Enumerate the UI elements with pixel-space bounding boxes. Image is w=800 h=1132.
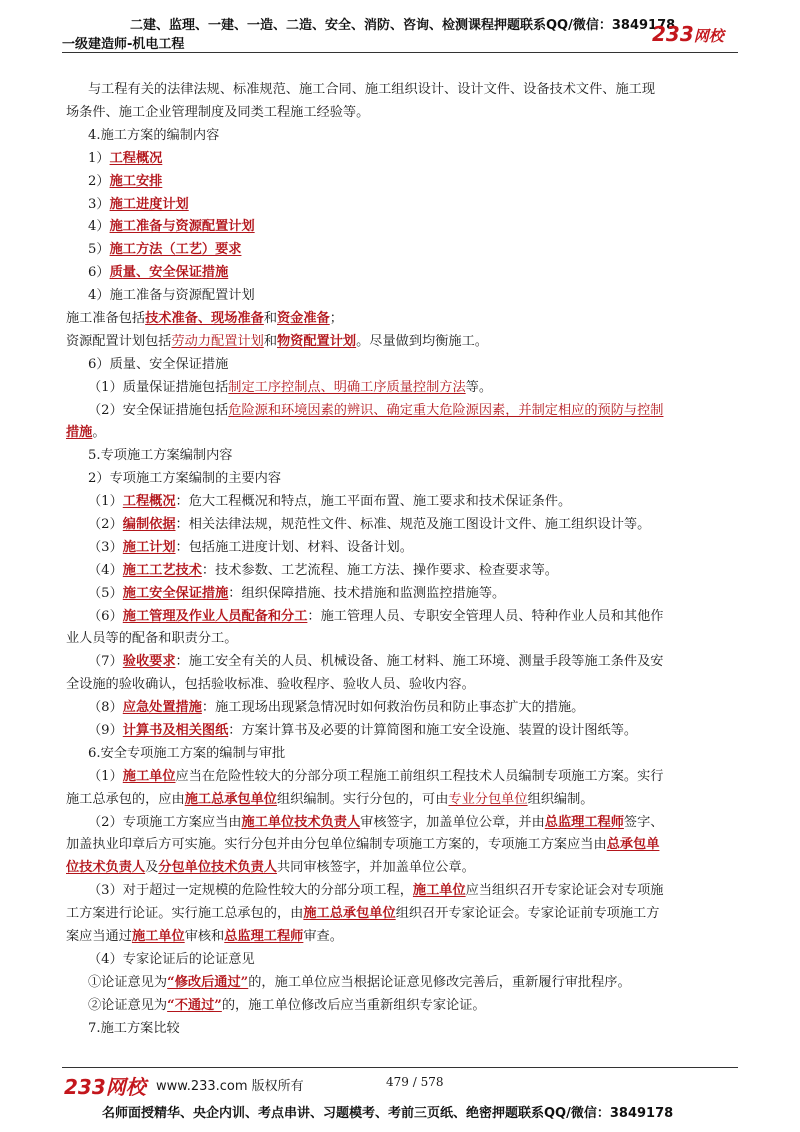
brand-logo-top: 233网校 (652, 22, 724, 46)
paragraph-line: 位技术负责人及分包单位技术负责人共同审核签字，并加盖单位公章。 (66, 860, 475, 875)
paragraph-line: （2）安全保证措施包括危险源和环境因素的辨识、确定重大危险源因素，并制定相应的预防与控制 (88, 403, 664, 418)
paragraph-line: 业人员等的配备和职责分工。 (66, 631, 238, 646)
header-promo-text: 二建、监理、一建、一造、二造、安全、消防、咨询、检测课程押题联系QQ/微信：3849178 (130, 18, 676, 33)
subsection-heading: （4）专家论证后的论证意见 (88, 952, 255, 967)
paragraph-line: （1）施工单位应当在危险性较大的分部分项工程施工前组织工程技术人员编制专项施工方案。实行 (88, 769, 664, 784)
subsection-heading: 6）质量、安全保证措施 (88, 357, 229, 372)
paragraph-line: 施工总承包的，应由施工总承包单位组织编制。实行分包的，可由专业分包单位组织编制。 (66, 792, 594, 807)
paragraph-line: 加盖执业印章后方可实施。实行分包并由分包单位编制专项施工方案的，专项施工方案应当由总承包单 (66, 837, 660, 852)
list-item: （3）施工计划：包括施工进度计划、材料、设备计划。 (88, 540, 413, 555)
list-item: 3）施工进度计划 (88, 197, 189, 212)
paragraph-line: ①论证意见为“修改后通过”的，施工单位应当根据论证意见修改完善后，重新履行审批程序。 (88, 975, 631, 990)
list-item: （2）编制依据：相关法律法规，规范性文件、标准、规范及施工图设计文件、施工组织设计等。 (88, 517, 651, 532)
section-heading: 6.安全专项施工方案的编制与审批 (88, 746, 286, 761)
paragraph-line: 施工准备包括技术准备、现场准备和资金准备； (66, 311, 343, 326)
paragraph-line: 场条件、施工企业管理制度及同类工程施工经验等。 (66, 105, 370, 120)
subsection-heading: 4）施工准备与资源配置计划 (88, 288, 255, 303)
list-item: （4）施工工艺技术：技术参数、工艺流程、施工方法、操作要求、检查要求等。 (88, 563, 558, 578)
paragraph-line: （2）专项施工方案应当由施工单位技术负责人审核签字，加盖单位公章，并由总监理工程师签字、 (88, 815, 664, 830)
paragraph-line: 全设施的验收确认，包括验收标准、验收程序、验收人员、验收内容。 (66, 677, 475, 692)
list-item: （5）施工安全保证措施：组织保障措施、技术措施和监测监控措施等。 (88, 586, 506, 601)
brand-logo-bottom: 233网校 (64, 1075, 146, 1099)
paragraph-line: 工方案进行论证。实行施工总承包的，由施工总承包单位组织召开专家论证会。专家论证前专项施工方 (66, 906, 660, 921)
list-item: （1）工程概况：危大工程概况和特点，施工平面布置、施工要求和技术保证条件。 (88, 494, 572, 509)
list-item: （9）计算书及相关图纸：方案计算书及必要的计算简图和施工安全设施、装置的设计图纸等。 (88, 723, 638, 738)
section-heading: 4.施工方案的编制内容 (88, 128, 220, 143)
header-subject: 一级建造师-机电工程 (62, 37, 185, 52)
list-item: 5）施工方法（工艺）要求 (88, 242, 242, 257)
paragraph-line: 案应当通过施工单位审核和总监理工程师审查。 (66, 929, 343, 944)
list-item: 2）施工安排 (88, 174, 163, 189)
section-heading: 7.施工方案比较 (88, 1021, 180, 1036)
list-item: 1）工程概况 (88, 151, 163, 166)
footer-promo-text: 名师面授精华、央企内训、考点串讲、习题模考、考前三页纸、绝密押题联系QQ/微信：3849178 (102, 1106, 674, 1121)
list-item: （6）施工管理及作业人员配备和分工：施工管理人员、专职安全管理人员、特种作业人员和其他作 (88, 609, 664, 624)
footer-divider (62, 1067, 738, 1068)
list-item: 4）施工准备与资源配置计划 (88, 219, 255, 234)
header-divider (62, 52, 738, 53)
paragraph-line: （1）质量保证措施包括制定工序控制点、明确工序质量控制方法等。 (88, 380, 493, 395)
page-number: 479 / 578 (386, 1075, 444, 1089)
paragraph-line: 措施。 (66, 425, 106, 440)
section-heading: 5.专项施工方案编制内容 (88, 448, 233, 463)
paragraph-line: 与工程有关的法律法规、标准规范、施工合同、施工组织设计、设计文件、设备技术文件、施工现 (88, 82, 656, 97)
paragraph-line: 资源配置计划包括劳动力配置计划和物资配置计划。尽量做到均衡施工。 (66, 334, 488, 349)
list-item: （7）验收要求：施工安全有关的人员、机械设备、施工材料、施工环境、测量手段等施工条件及安 (88, 654, 664, 669)
subsection-heading: 2）专项施工方案编制的主要内容 (88, 471, 282, 486)
list-item: （8）应急处置措施：施工现场出现紧急情况时如何救治伤员和防止事态扩大的措施。 (88, 700, 585, 715)
paragraph-line: （3）对于超过一定规模的危险性较大的分部分项工程，施工单位应当组织召开专家论证会对专项施 (88, 883, 664, 898)
paragraph-line: ②论证意见为“不通过”的，施工单位修改后应当重新组织专家论证。 (88, 998, 486, 1013)
footer-site: www.233.com 版权所有 (156, 1079, 304, 1094)
list-item: 6）质量、安全保证措施 (88, 265, 229, 280)
